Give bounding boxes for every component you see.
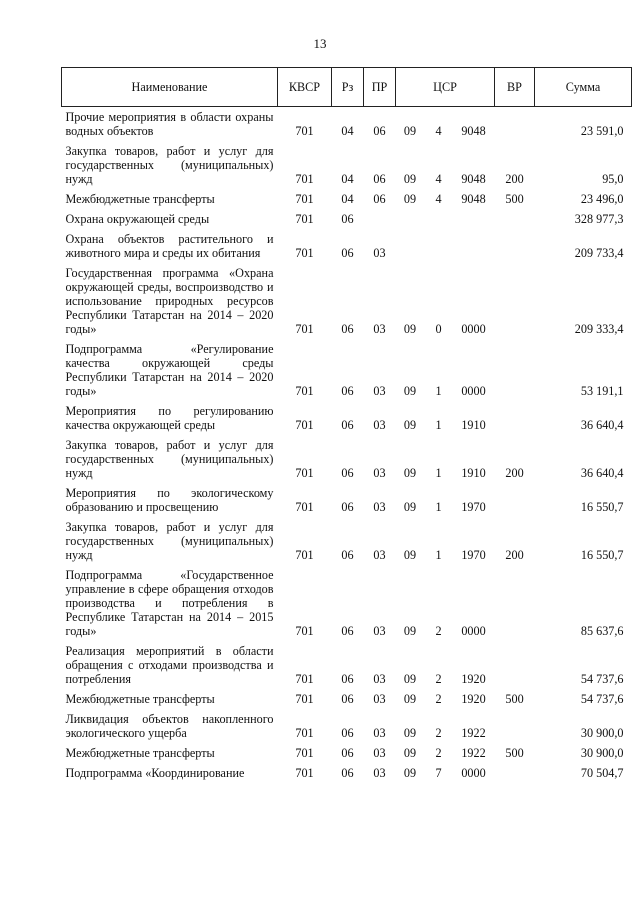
row-kvsr-cell: 701 bbox=[295, 672, 314, 686]
row-sum-cell: 36 640,4 bbox=[580, 418, 624, 432]
table-row bbox=[62, 483, 632, 517]
row-sum-cell: 54 737,6 bbox=[580, 672, 624, 686]
header-vr: ВР bbox=[495, 68, 535, 107]
row-csr-direction-cell bbox=[453, 209, 495, 229]
row-vr-cell bbox=[495, 209, 535, 229]
row-rz-cell: 06 bbox=[341, 246, 354, 260]
row-vr-cell bbox=[495, 401, 535, 435]
row-csr-program-cell: 09 bbox=[403, 192, 417, 206]
header-sum: Сумма bbox=[535, 68, 632, 107]
table-row bbox=[62, 107, 632, 142]
row-rz-cell: 06 bbox=[341, 692, 354, 706]
row-name-cell: Закупка товаров, работ и услуг для государственных (муниципальных) нужд bbox=[65, 144, 274, 186]
row-pr-cell: 03 bbox=[373, 746, 386, 760]
row-csr-program-cell: 09 bbox=[403, 766, 417, 780]
table-row bbox=[62, 401, 632, 435]
row-pr-cell: 03 bbox=[373, 500, 386, 514]
row-rz-cell: 06 bbox=[341, 418, 354, 432]
row-csr-program-cell bbox=[396, 209, 425, 229]
row-pr-cell: 03 bbox=[373, 726, 386, 740]
row-name-cell: Государственная программа «Охрана окружающей среды, воспроизводство и использование природных ресурсов Республики Татарстан на 2014 – 2020 годы» bbox=[65, 266, 274, 336]
row-pr-cell: 03 bbox=[373, 322, 386, 336]
row-name-cell: Межбюджетные трансферты bbox=[65, 192, 215, 206]
row-csr-subprogram-cell: 4 bbox=[435, 192, 442, 206]
table-row bbox=[62, 743, 632, 763]
row-name-cell: Охрана окружающей среды bbox=[65, 212, 210, 226]
row-rz-cell: 06 bbox=[341, 384, 354, 398]
table-row bbox=[62, 709, 632, 743]
row-csr-program-cell: 09 bbox=[403, 726, 417, 740]
table-row bbox=[62, 209, 632, 229]
row-vr-cell bbox=[495, 339, 535, 401]
row-sum-cell: 53 191,1 bbox=[580, 384, 624, 398]
row-kvsr-cell: 701 bbox=[295, 192, 314, 206]
row-vr-cell bbox=[495, 483, 535, 517]
row-csr-direction-cell: 0000 bbox=[461, 384, 486, 398]
row-csr-direction-cell: 0000 bbox=[461, 766, 486, 780]
row-rz-cell: 06 bbox=[341, 672, 354, 686]
row-csr-direction-cell: 1920 bbox=[461, 692, 486, 706]
row-csr-program-cell: 09 bbox=[403, 624, 417, 638]
budget-table bbox=[61, 67, 632, 783]
row-csr-program-cell: 09 bbox=[403, 124, 417, 138]
table-row bbox=[62, 763, 632, 783]
row-vr-cell bbox=[495, 709, 535, 743]
row-vr-cell bbox=[495, 263, 535, 339]
header-rz: Рз bbox=[332, 68, 364, 107]
row-csr-direction-cell: 0000 bbox=[461, 322, 486, 336]
row-csr-subprogram-cell bbox=[425, 229, 453, 263]
row-csr-program-cell: 09 bbox=[403, 384, 417, 398]
table-row bbox=[62, 339, 632, 401]
table-row bbox=[62, 189, 632, 209]
row-kvsr-cell: 701 bbox=[295, 500, 314, 514]
row-csr-subprogram-cell: 2 bbox=[435, 672, 442, 686]
row-pr-cell: 03 bbox=[373, 246, 386, 260]
row-csr-subprogram-cell: 0 bbox=[435, 322, 442, 336]
row-vr-cell: 500 bbox=[505, 192, 524, 206]
table-row bbox=[62, 689, 632, 709]
row-csr-direction-cell: 1922 bbox=[461, 746, 486, 760]
table-header-row bbox=[62, 68, 632, 107]
row-pr-cell: 03 bbox=[373, 384, 386, 398]
page-number: 13 bbox=[313, 36, 327, 51]
row-name-cell: Подпрограмма «Регулирование качества окружающей среды Республики Татарстан на 2014 – 2020 годы» bbox=[65, 342, 274, 398]
row-pr-cell: 03 bbox=[373, 624, 386, 638]
row-kvsr-cell: 701 bbox=[295, 124, 314, 138]
row-kvsr-cell: 701 bbox=[295, 692, 314, 706]
table-row bbox=[62, 229, 632, 263]
row-pr-cell: 06 bbox=[373, 192, 386, 206]
row-csr-program-cell: 09 bbox=[403, 500, 417, 514]
row-name-cell: Прочие мероприятия в области охраны водных объектов bbox=[65, 110, 274, 138]
row-kvsr-cell: 701 bbox=[295, 548, 314, 562]
row-sum-cell: 30 900,0 bbox=[580, 746, 624, 760]
row-kvsr-cell: 701 bbox=[295, 466, 314, 480]
row-csr-subprogram-cell: 2 bbox=[435, 746, 442, 760]
row-csr-program-cell: 09 bbox=[403, 746, 417, 760]
row-csr-program-cell: 09 bbox=[403, 172, 417, 186]
row-csr-direction-cell: 1970 bbox=[461, 548, 486, 562]
header-kvsr: КВСР bbox=[278, 68, 332, 107]
row-sum-cell: 36 640,4 bbox=[580, 466, 624, 480]
row-csr-subprogram-cell: 4 bbox=[435, 124, 442, 138]
row-kvsr-cell: 701 bbox=[295, 726, 314, 740]
row-sum-cell: 23 591,0 bbox=[580, 124, 624, 138]
row-csr-direction-cell: 1922 bbox=[461, 726, 486, 740]
row-sum-cell: 209 333,4 bbox=[574, 322, 624, 336]
table-body bbox=[62, 107, 632, 784]
row-rz-cell: 06 bbox=[341, 500, 354, 514]
row-vr-cell bbox=[495, 641, 535, 689]
row-csr-program-cell: 09 bbox=[403, 322, 417, 336]
row-kvsr-cell: 701 bbox=[295, 212, 314, 226]
row-vr-cell: 200 bbox=[505, 466, 524, 480]
row-pr-cell: 03 bbox=[373, 548, 386, 562]
row-csr-direction-cell: 1920 bbox=[461, 672, 486, 686]
row-sum-cell: 54 737,6 bbox=[580, 692, 624, 706]
row-kvsr-cell: 701 bbox=[295, 766, 314, 780]
row-csr-subprogram-cell: 1 bbox=[435, 418, 442, 432]
table-row bbox=[62, 141, 632, 189]
row-sum-cell: 23 496,0 bbox=[580, 192, 624, 206]
row-vr-cell bbox=[495, 565, 535, 641]
header-name: Наименование bbox=[62, 68, 278, 107]
row-vr-cell: 200 bbox=[505, 548, 524, 562]
row-csr-program-cell: 09 bbox=[403, 418, 417, 432]
row-kvsr-cell: 701 bbox=[295, 624, 314, 638]
row-pr-cell: 03 bbox=[373, 692, 386, 706]
table-row bbox=[62, 641, 632, 689]
row-csr-direction-cell: 1910 bbox=[461, 418, 486, 432]
row-csr-direction-cell bbox=[453, 229, 495, 263]
row-csr-program-cell: 09 bbox=[403, 466, 417, 480]
row-csr-subprogram-cell: 2 bbox=[435, 624, 442, 638]
row-csr-subprogram-cell: 1 bbox=[435, 384, 442, 398]
row-name-cell: Закупка товаров, работ и услуг для государственных (муниципальных) нужд bbox=[65, 438, 274, 480]
row-sum-cell: 30 900,0 bbox=[580, 726, 624, 740]
row-kvsr-cell: 701 bbox=[295, 322, 314, 336]
row-rz-cell: 06 bbox=[341, 548, 354, 562]
row-rz-cell: 06 bbox=[341, 766, 354, 780]
row-name-cell: Реализация мероприятий в области обращения с отходами производства и потребления bbox=[65, 644, 274, 686]
row-name-cell: Подпрограмма «Государственное управление в сфере обращения отходов производства и потребления в Республике Татарстан на 2014 – 2015 годы» bbox=[65, 568, 274, 638]
row-name-cell: Межбюджетные трансферты bbox=[65, 746, 215, 760]
row-rz-cell: 06 bbox=[341, 466, 354, 480]
row-rz-cell: 04 bbox=[341, 172, 354, 186]
row-name-cell: Мероприятия по регулированию качества окружающей среды bbox=[65, 404, 274, 432]
row-sum-cell: 209 733,4 bbox=[574, 246, 624, 260]
row-csr-direction-cell: 9048 bbox=[461, 192, 486, 206]
row-name-cell: Закупка товаров, работ и услуг для государственных (муниципальных) нужд bbox=[65, 520, 274, 562]
table-row bbox=[62, 263, 632, 339]
row-name-cell: Ликвидация объектов накопленного экологического ущерба bbox=[65, 712, 274, 740]
row-csr-subprogram-cell: 2 bbox=[435, 692, 442, 706]
table-row bbox=[62, 517, 632, 565]
row-csr-direction-cell: 9048 bbox=[461, 124, 486, 138]
row-vr-cell bbox=[495, 107, 535, 142]
row-sum-cell: 85 637,6 bbox=[580, 624, 624, 638]
row-rz-cell: 06 bbox=[341, 726, 354, 740]
row-kvsr-cell: 701 bbox=[295, 418, 314, 432]
row-csr-program-cell: 09 bbox=[403, 692, 417, 706]
row-pr-cell: 03 bbox=[373, 672, 386, 686]
row-sum-cell: 16 550,7 bbox=[580, 500, 624, 514]
row-vr-cell: 500 bbox=[505, 692, 524, 706]
row-csr-subprogram-cell: 7 bbox=[435, 766, 442, 780]
row-csr-subprogram-cell: 4 bbox=[435, 172, 442, 186]
row-kvsr-cell: 701 bbox=[295, 384, 314, 398]
row-vr-cell bbox=[495, 763, 535, 783]
row-vr-cell: 500 bbox=[505, 746, 524, 760]
row-csr-program-cell: 09 bbox=[403, 548, 417, 562]
row-sum-cell: 70 504,7 bbox=[580, 766, 624, 780]
row-kvsr-cell: 701 bbox=[295, 172, 314, 186]
row-vr-cell bbox=[495, 229, 535, 263]
row-rz-cell: 06 bbox=[341, 212, 354, 226]
row-csr-direction-cell: 0000 bbox=[461, 624, 486, 638]
row-sum-cell: 16 550,7 bbox=[580, 548, 624, 562]
row-csr-subprogram-cell: 2 bbox=[435, 726, 442, 740]
row-csr-subprogram-cell bbox=[425, 209, 453, 229]
row-name-cell: Межбюджетные трансферты bbox=[65, 692, 215, 706]
row-csr-subprogram-cell: 1 bbox=[435, 466, 442, 480]
row-csr-subprogram-cell: 1 bbox=[435, 548, 442, 562]
row-csr-program-cell bbox=[396, 229, 425, 263]
row-sum-cell: 328 977,3 bbox=[574, 212, 624, 226]
row-rz-cell: 04 bbox=[341, 124, 354, 138]
row-pr-cell: 06 bbox=[373, 172, 386, 186]
row-rz-cell: 06 bbox=[341, 746, 354, 760]
row-csr-direction-cell: 1910 bbox=[461, 466, 486, 480]
row-pr-cell: 06 bbox=[373, 124, 386, 138]
row-name-cell: Охрана объектов растительного и животного мира и среды их обитания bbox=[65, 232, 274, 260]
header-csr: ЦСР bbox=[396, 68, 495, 107]
row-csr-subprogram-cell: 1 bbox=[435, 500, 442, 514]
row-rz-cell: 06 bbox=[341, 624, 354, 638]
row-csr-program-cell: 09 bbox=[403, 672, 417, 686]
header-pr: ПР bbox=[364, 68, 396, 107]
row-name-cell: Подпрограмма «Координирование bbox=[65, 766, 245, 780]
table-row bbox=[62, 565, 632, 641]
row-csr-direction-cell: 1970 bbox=[461, 500, 486, 514]
row-name-cell: Мероприятия по экологическому образованию и просвещению bbox=[65, 486, 274, 514]
row-sum-cell: 95,0 bbox=[602, 172, 624, 186]
row-rz-cell: 06 bbox=[341, 322, 354, 336]
row-vr-cell: 200 bbox=[505, 172, 524, 186]
table-row bbox=[62, 435, 632, 483]
row-pr-cell: 03 bbox=[373, 466, 386, 480]
row-kvsr-cell: 701 bbox=[295, 746, 314, 760]
row-csr-direction-cell: 9048 bbox=[461, 172, 486, 186]
row-pr-cell: 03 bbox=[373, 766, 386, 780]
row-pr-cell: 03 bbox=[373, 418, 386, 432]
row-rz-cell: 04 bbox=[341, 192, 354, 206]
row-kvsr-cell: 701 bbox=[295, 246, 314, 260]
row-pr-cell bbox=[364, 209, 396, 229]
